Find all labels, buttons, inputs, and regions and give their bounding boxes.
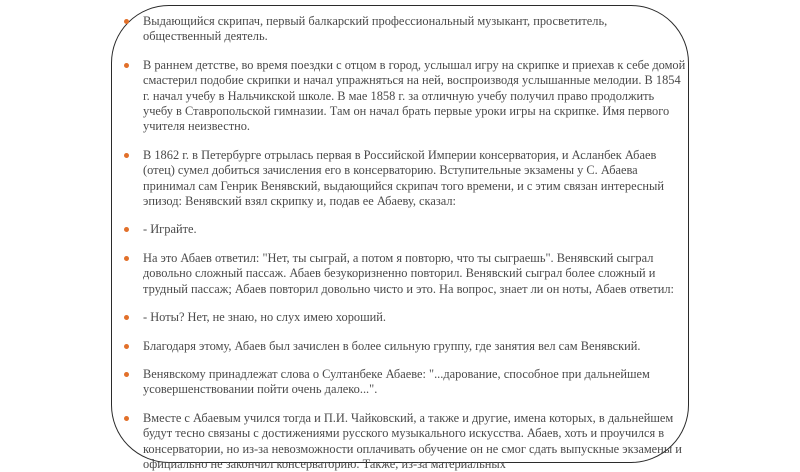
- bullet-dot-icon: [124, 19, 129, 24]
- bullet-dot-icon: [124, 372, 129, 377]
- bullet-item: [121, 148, 687, 210]
- slide-content: [121, 14, 687, 471]
- bullet-dot-icon: [124, 227, 129, 232]
- bullet-item: [121, 339, 687, 354]
- bullet-item: [121, 14, 687, 45]
- bullet-dot-icon: [124, 416, 129, 421]
- bullet-dot-icon: [124, 63, 129, 68]
- bullet-dot-icon: [124, 315, 129, 320]
- bullet-list: [121, 14, 687, 472]
- paragraph-text: Выдающийся скрипач, первый балкарский профессиональный музыкант, просветитель, общественный деятель.: [143, 14, 608, 44]
- bullet-dot-icon: [124, 256, 129, 261]
- paragraph-text: Благодаря этому, Абаев был зачислен в более сильную группу, где занятия вел сам Венявский.: [143, 338, 641, 353]
- paragraph-text: Венявскому принадлежат слова о Султанбеке Абаеве: "...дарование, способное при дальнейшем усовершенствовании пойти очень далеко...".: [143, 366, 650, 397]
- bullet-dot-icon: [124, 344, 129, 349]
- bullet-item: [121, 222, 687, 237]
- bullet-item: [121, 367, 687, 398]
- bullet-dot-icon: [124, 153, 129, 158]
- paragraph-text: - Играйте.: [143, 222, 197, 237]
- paragraph-text: В 1862 г. в Петербурге отрылась первая в Российской Империи консерватория, и Асланбек Абаев (отец) сумел добиться зачисления его в консерваторию. Вступительные экзамены у С. Абаева принимал сам Генрик Венявский, выдающийся скрипач того времени, и с этим связан интересный эпизод: Венявский взял скрипку и, подав ее Абаеву, сказал:: [143, 147, 664, 209]
- paragraph-text: На это Абаев ответил: "Нет, ты сыграй, а потом я повторю, что ты сыграешь". Венявский сыграл довольно сложный пассаж. Абаев безукоризненно повторил. Венявский сыграл более сложный и трудный пассаж; Абаев повторил довольно чисто и это. На вопрос, знает ли он ноты, Абаев ответил:: [143, 250, 674, 296]
- paragraph-text: - Ноты? Нет, не знаю, но слух имею хороший.: [143, 310, 387, 325]
- bullet-item: [121, 310, 687, 325]
- bullet-item: [121, 58, 687, 135]
- paragraph-text: В раннем детстве, во время поездки с отцом в город, услышал игру на скрипке и приехав к себе домой смастерил подобие скрипки и начал упражняться на ней, воспроизводя услышанные мелодии. В 1854 г. начал учебу в Нальчикской школе. В мае 1858 г. за отличную учебу получил право продолжить учебу в Ставропольской гимназии. Там он начал брать первые уроки игры на скрипке. Имя первого учителя неизвестно.: [143, 57, 686, 134]
- bullet-item: [121, 411, 687, 472]
- paragraph-text: Вместе с Абаевым учился тогда и П.И. Чайковский, а также и другие, имена которых, в дальнейшем будут тесно связаны с достижениями русского музыкального искусства. Абаев, хоть и проучился в консерватории, но из-за невозможности оплачивать обучение он не смог сдать выпускные экзамены и официально не закончил консерваторию. Также, из-за материальных: [143, 410, 682, 471]
- bullet-item: [121, 251, 687, 297]
